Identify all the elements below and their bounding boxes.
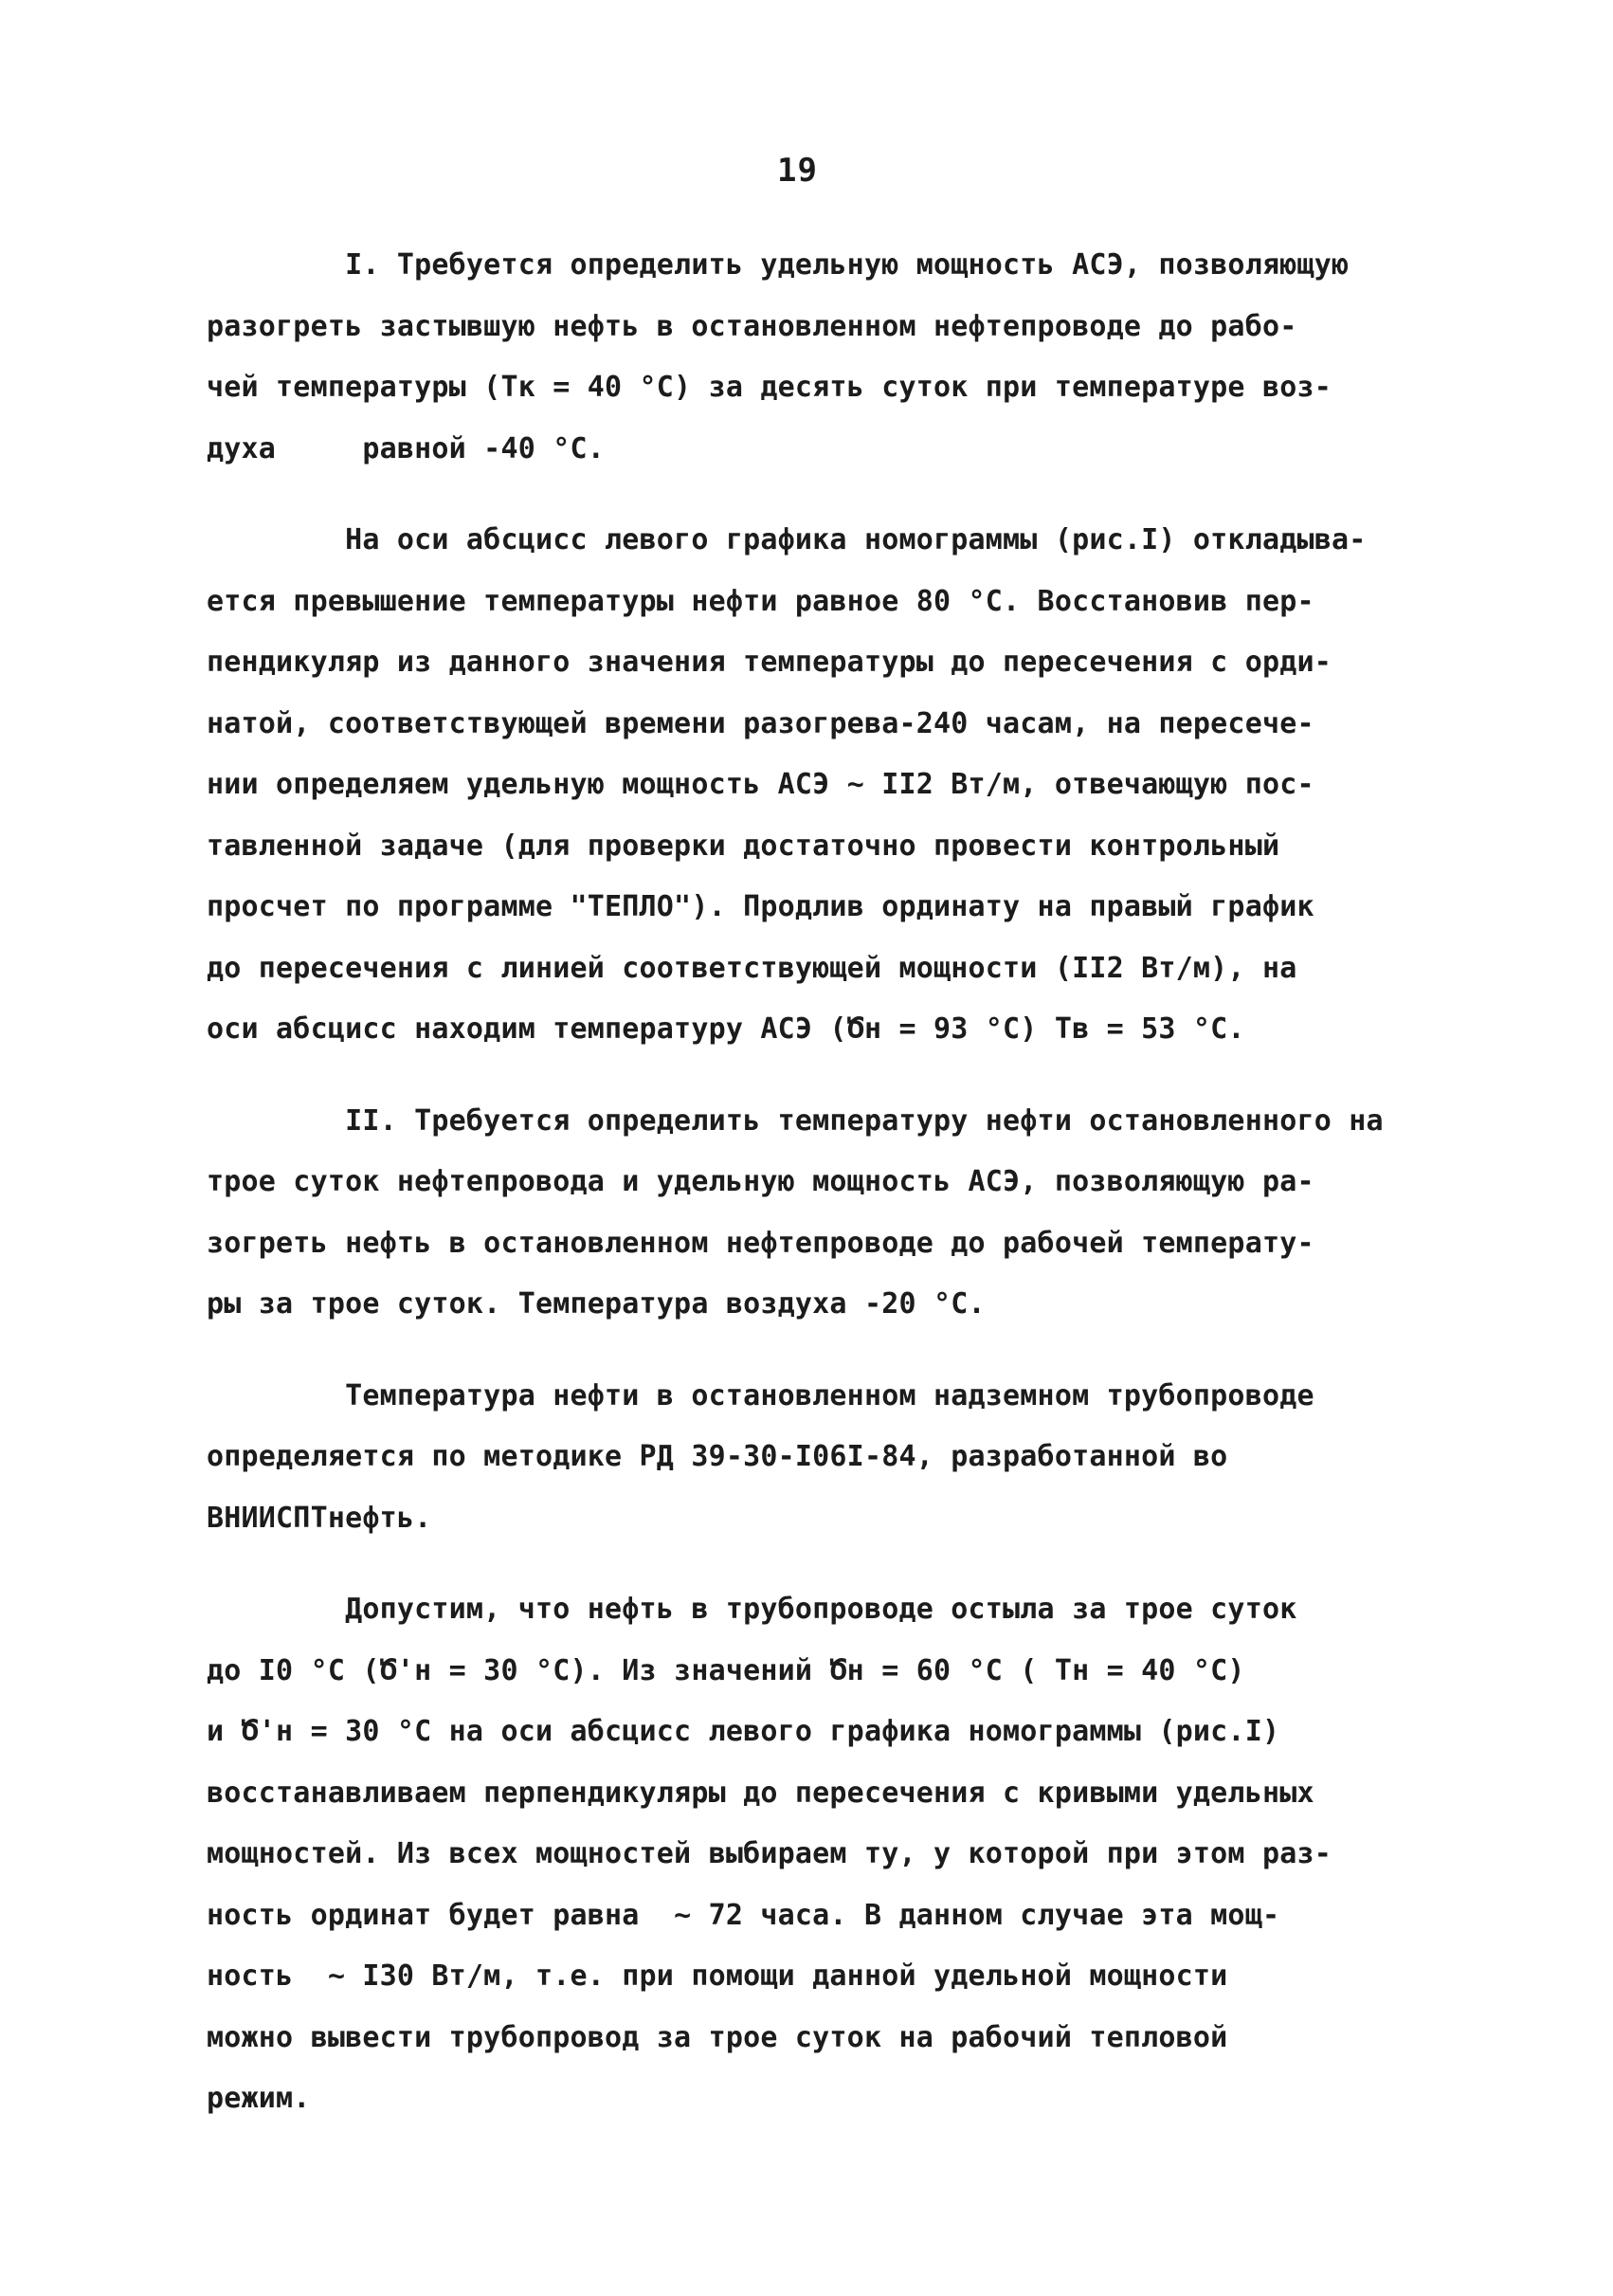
text-line: ры за трое суток. Температура воздуха -20 °С.: [207, 1287, 986, 1321]
text-line: ность ∼ I30 Вт/м, т.е. при помощи данной удельной мощности: [207, 1959, 1228, 1993]
text-line: и Ծ'н = 30 °С на оси абсцисс левого графика номограммы (рис.I): [207, 1715, 1280, 1748]
text-line: трое суток нефтепровода и удельную мощность АСЭ, позволяющую ра-: [207, 1165, 1314, 1198]
text-line: На оси абсцисс левого графика номограммы (рис.I) откладыва-: [207, 523, 1367, 556]
text-line: до I0 °С (Ծ'н = 30 °С). Из значений Ծн = 60 °С ( Тн = 40 °С): [207, 1653, 1245, 1687]
text-line: нии определяем удельную мощность АСЭ ∼ II2 Вт/м, отвечающую пос-: [207, 768, 1314, 801]
body-text: [207, 235, 1439, 2130]
paragraph-gap: [207, 1549, 1439, 1579]
text-line: определяется по методике РД 39-30-I06I-84, разработанной во: [207, 1440, 1228, 1473]
text-line: режим.: [207, 2082, 311, 2115]
text-line: чей температуры (Тк = 40 °С) за десять суток при температуре воз-: [207, 371, 1332, 404]
paragraph-gap: [207, 1061, 1439, 1091]
text-line: можно вывести трубопровод за трое суток на рабочий тепловой: [207, 2020, 1228, 2054]
text-line: духа равной -40 °С.: [207, 431, 606, 465]
text-line: ВНИИСПТнефть.: [207, 1501, 432, 1535]
text-line: до пересечения с линией соответствующей мощности (II2 Вт/м), на: [207, 951, 1297, 985]
text-line: Температура нефти в остановленном надземном трубопроводе: [207, 1378, 1314, 1412]
paragraph-gap: [207, 480, 1439, 510]
text-line: ется превышение температуры нефти равное 80 °С. Восстановив пер-: [207, 584, 1314, 618]
text-line: натой, соответствующей времени разогрева-240 часам, на пересече-: [207, 706, 1314, 740]
page-number: 19: [777, 152, 818, 190]
text-line: I. Требуется определить удельную мощность АСЭ, позволяющую: [207, 248, 1350, 282]
text-line: разогреть застывшую нефть в остановленном нефтепроводе до рабо-: [207, 309, 1297, 343]
text-line: мощностей. Из всех мощностей выбираем ту, у которой при этом раз-: [207, 1837, 1332, 1870]
text-line: ность ординат будет равна ∼ 72 часа. В данном случае эта мощ-: [207, 1898, 1280, 1932]
text-line: тавленной задаче (для проверки достаточно провести контрольный: [207, 829, 1280, 863]
text-line: II. Требуется определить температуру нефти остановленного на: [207, 1103, 1384, 1138]
text-line: оси абсцисс находим температуру АСЭ (Ծн = 93 °С) Тв = 53 °С.: [207, 1012, 1245, 1046]
text-line: Допустим, что нефть в трубопроводе остыла за трое суток: [207, 1593, 1297, 1626]
text-line: восстанавливаем перпендикуляры до пересечения с кривыми удельных: [207, 1776, 1314, 1810]
paragraph-gap: [207, 1336, 1439, 1366]
text-line: зогреть нефть в остановленном нефтепроводе до рабочей температу-: [207, 1226, 1314, 1260]
text-line: пендикуляр из данного значения температуры до пересечения с орди-: [207, 646, 1332, 679]
text-line: просчет по программе "ТЕПЛО"). Продлив ординату на правый график: [207, 890, 1314, 923]
